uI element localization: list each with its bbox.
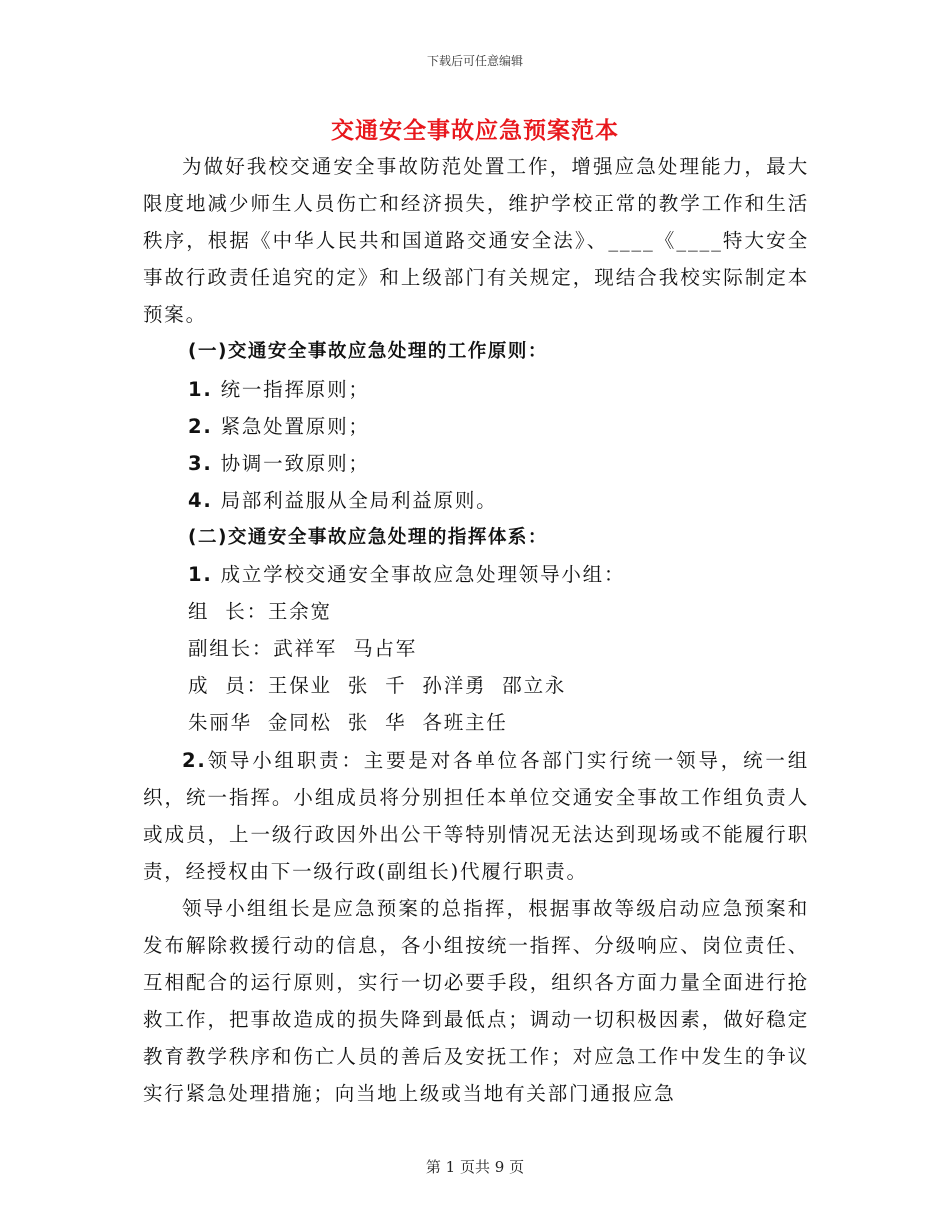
list-item-number: 1.: [188, 563, 213, 587]
list-item: [143, 482, 809, 519]
list-item-text: 紧急处置原则；: [220, 414, 370, 438]
list-item-number: 4.: [188, 488, 213, 512]
section-1-heading: (一)交通安全事故应急处理的工作原则：: [188, 341, 548, 363]
member-line-leader: 组 长：王余宽: [188, 600, 332, 624]
list-item: [143, 408, 809, 445]
member-line-members: 成 员：王保业 张 千 孙洋勇 邵立永: [188, 674, 567, 698]
list-item-text: 成立学校交通安全事故应急处理领导小组：: [220, 563, 626, 587]
intro-paragraph: 为做好我校交通安全事故防范处置工作，增强应急处理能力，最大限度地减少师生人员伤亡和经济损失，维护学校正常的教学工作和生活秩序，根据《中华人民共和国道路交通安全法》、____《____特大安全事故行政责任追究的定》和上级部门有关规定，现结合我校实际制定本预案。: [143, 155, 809, 327]
section-2-heading: (二)交通安全事故应急处理的指挥体系：: [188, 526, 548, 548]
list-item-text: 协调一致原则；: [220, 451, 370, 475]
list-item-text: 局部利益服从全局利益原则。: [220, 488, 498, 512]
member-line-deputy: 副组长：武祥军 马占军: [188, 637, 417, 661]
list-item-number: 2.: [188, 414, 213, 438]
page-header: 下载后可任意编辑: [426, 54, 523, 68]
list-item-number: 1.: [188, 377, 213, 401]
list-item: [143, 556, 809, 593]
page-footer: 第 1 页共 9 页: [425, 1158, 525, 1176]
list-item-number: 3.: [188, 451, 213, 475]
document-body: [143, 148, 809, 1112]
list-item: [143, 371, 809, 408]
document-title: 交通安全事故应急预案范本: [331, 117, 619, 144]
responsibilities-text: 领导小组职责：主要是对各单位各部门实行统一领导，统一组织，统一指挥。小组成员将分别担任本单位交通安全事故工作组负责人或成员，上一级行政因外出公干等特别情况无法达到现场或不能履行职责，经授权由下一级行政(副组长)代履行职责。: [143, 748, 809, 883]
list-item-text: 统一指挥原则；: [220, 377, 370, 401]
commander-paragraph: 领导小组组长是应急预案的总指挥，根据事故等级启动应急预案和发布解除救援行动的信息，各小组按统一指挥、分级响应、岗位责任、互相配合的运行原则，实行一切必要手段，组织各方面力量全面进行抢救工作，把事故造成的损失降到最低点；调动一切积极因素，做好稳定教育教学秩序和伤亡人员的善后及安抚工作；对应急工作中发生的争议实行紧急处理措施；向当地上级或当地有关部门通报应急: [143, 896, 809, 1106]
member-line-members-continued: 朱丽华 金同松 张 华 各班主任: [188, 711, 508, 735]
list-item: [143, 445, 809, 482]
responsibilities-paragraph: [143, 742, 809, 890]
list-item-number: 2.: [182, 748, 207, 772]
